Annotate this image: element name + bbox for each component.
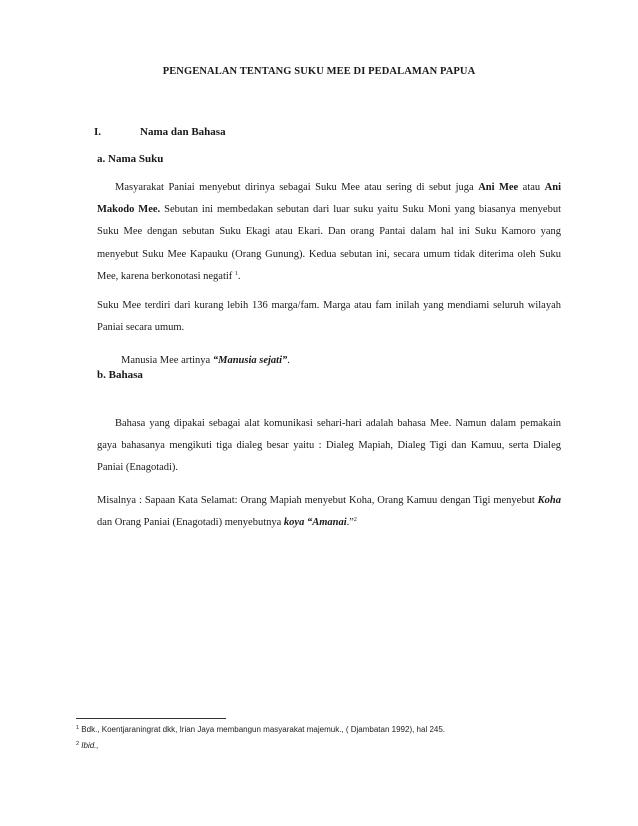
- footnote-ref: 1: [234, 270, 238, 277]
- footnote-number: 2: [76, 741, 80, 747]
- paragraph-arti: [121, 350, 561, 372]
- text-run: Manusia Mee artinya: [121, 355, 213, 366]
- section-number: I.: [94, 126, 102, 138]
- section-heading: [94, 126, 226, 138]
- text-run: .: [237, 270, 241, 282]
- paragraph-bahasa: Bahasa yang dipakai sebagai alat komunikasi sehari-hari adalah bahasa Mee. Namun dalam pemakain gaya bahasanya mengikuti tiga dialeg besar yaitu : Dialeg Mapiah, Dialeg Tigi dan Kamuu, serta Dialeg Paniai (Enagotadi).: [97, 418, 561, 474]
- subheading-nama-suku: a. Nama Suku: [97, 153, 164, 165]
- text-run: Sebutan ini membedakan sebutan dari luar suku yaitu Suku Moni yang biasanya menyebut Suku Mee dengan sebutan Suku Ekagi atau Ekari. Dan orang Pantai dalam hal ini Suku Kamoro yang menyebut Suku Mee Kapauku (Orang Gunung). Kedua sebutan ini, secara umum tidak diterima oleh Suku Mee, karena berkonotasi negatif: [97, 204, 561, 282]
- footnote-2: [76, 741, 99, 750]
- footnote-number: 1: [76, 725, 80, 731]
- text-run: Misalnya : Sapaan Kata Selamat: Orang Mapiah menyebut Koha, Orang Kamuu dengan Tigi menyebut: [97, 495, 538, 506]
- subheading-bahasa: b. Bahasa: [97, 369, 143, 381]
- text-run: .: [287, 355, 290, 366]
- footnote-text: Bdk., Koentjaraningrat dkk, Irian Jaya membangun masyarakat majemuk., ( Djambatan 1992), hal 245.: [79, 725, 446, 734]
- footnote-ref: 2: [353, 517, 357, 524]
- text-run: Masyarakat Paniai menyebut dirinya sebagai Suku Mee atau sering di sebut juga: [115, 182, 479, 193]
- paragraph-nama-suku: [97, 177, 561, 288]
- text-run: .”: [346, 517, 354, 529]
- footnote-1: [76, 725, 445, 734]
- footnote-divider: [76, 718, 226, 719]
- bold-italic-term: Koha: [537, 495, 561, 506]
- text-run: atau: [518, 182, 545, 193]
- bold-term: Ani Mee: [478, 182, 519, 193]
- bold-italic-term: koya “Amanai: [283, 517, 347, 529]
- paragraph-marga: Suku Mee terdiri dari kurang lebih 136 marga/fam. Marga atau fam inilah yang mendiami seluruh wilayah Paniai secara umum.: [97, 300, 561, 334]
- paragraph-misalnya: [97, 490, 561, 534]
- page-title: PENGENALAN TENTANG SUKU MEE DI PEDALAMAN PAPUA: [162, 66, 476, 77]
- bold-italic-term: “Manusia sejati”: [212, 355, 288, 366]
- text-run: dan Orang Paniai (Enagotadi) menyebutnya: [97, 517, 284, 529]
- bold-term: Ani Makodo Mee.: [97, 182, 561, 216]
- section-label: Nama dan Bahasa: [140, 126, 226, 138]
- footnote-text: Ibid.,: [79, 741, 99, 750]
